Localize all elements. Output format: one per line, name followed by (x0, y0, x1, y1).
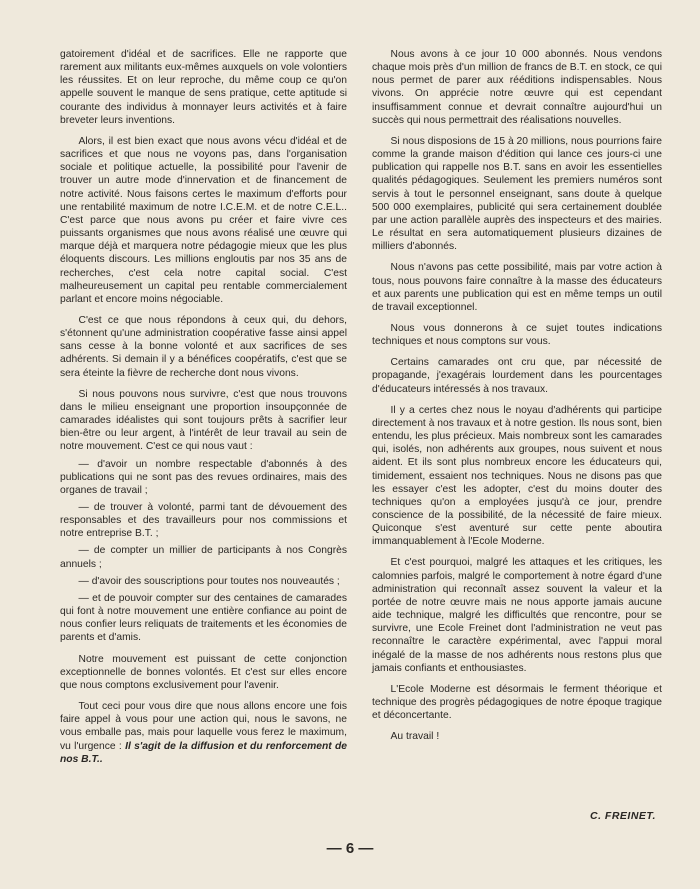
paragraph-text: Tout ceci pour vous dire que nous allons encore une fois faire appel à vous pour une action qui, nous le savons, ne vous emballe pas, mais pour laquelle vous ferez le maximum, vu l'urgence : (60, 701, 347, 752)
closing-line: Au travail ! (390, 731, 440, 743)
paragraph: Certains camarades ont cru que, par nécessité de propagande, j'exagérais lourdement dans les pourcentages d'éducateurs intéressés à nos travaux. (372, 357, 662, 395)
paragraph: L'Ecole Moderne est désormais le ferment théorique et technique des progrès pédagogiques de notre époque tragique et déconcertante. (372, 683, 662, 722)
paragraph: gatoirement d'idéal et de sacrifices. Elle ne rapporte que rarement aux militants eux-mêmes auxquels on vole volontiers les réussites. Et on leur reproche, du même coup ce qu'on appelle souvent le manque de sens pratique, cette aptitude si courante des individus à monnayer leurs activités et à faire breveter leurs inventions. (60, 49, 347, 126)
paragraph: Si nous disposions de 15 à 20 millions, nous pourrions faire comme la grande maison d'édition qui lance ces jours-ci une publication qui rappelle nos B.T. sans en avoir les essentielles qualités pédagogiques. Seulement les premiers numéros sont servis à tout le personnel enseignant, sans doute à quelque 500 000 exemplaires, publicité qui sera certainement doublée par une action parallèle auprès des inspecteurs et des mairies. Le résultat en sera automatiquement plusieurs dizaines de milliers d'abonnés. (372, 135, 662, 253)
paragraph: Nous avons à ce jour 10 000 abonnés. Nous vendons chaque mois près d'un million de francs de B.T. en stock, ce qui nous permet de parer aux rééditions indispensables. Nous vivons. On apprécie notre œuvre qui est cependant insuffisamment connue et devrait connaître aujourd'hui un succès qui nous permettrait des réalisations nouvelles. (372, 49, 662, 126)
signature: C. FREINET. (590, 810, 656, 822)
list-item: — de compter un millier de participants à nos Congrès annuels ; (60, 545, 347, 570)
paragraph: Nous vous donnerons à ce sujet toutes indications techniques et nous comptons sur vous. (372, 322, 662, 348)
page-number: — 6 — (326, 840, 374, 857)
paragraph: C'est ce que nous répondons à ceux qui, du dehors, s'étonnent qu'une administration coopérative fasse ainsi appel sans cesse à la bonne volonté et aux sacrifices de ses adhérents. Si demain il y a bénéfices coopératifs, c'est que se sera éteinte la fièvre de recherche dont nous vivons. (60, 314, 347, 379)
list-item: — de trouver à volonté, parmi tant de dévouement des responsables et des travailleurs pour nos commissions et notre entreprise B.T. ; (60, 502, 347, 540)
paragraph: Il y a certes chez nous le noyau d'adhérents qui participe directement à nos travaux et à notre gestion. Ils nous sont, bien entendu, les plus précieux. Mais nombreux sont les camarades qui, isolés, non adhérents aux groupes, nous suivent et nous aident. Et ils sont plus nombreux encore les éducateurs qui, timidement, essaient nos techniques. Nous ne disons pas que les essayer c'est les adopter, c'est du moins douter des techniques qu'on a employées jusqu'à ce jour, prendre conscience de la possibilité, de la nécessité de faire mieux. Quiconque s'est aventuré sur cette pente aboutira immanquablement à l'Ecole Moderne. (372, 404, 662, 548)
paragraph: Et c'est pourquoi, malgré les attaques et les critiques, les calomnies parfois, malgré le comportement à notre égard d'une administration qui reconnaît assez souvent la valeur et la portée de notre œuvre mais ne nous apporte jamais aucune aide technique, malgré les difficultés que rencontre, pour se survivre, une Ecole Freinet dont l'administration ne veut pas reconnaître le caractère expérimental, avec l'appui moral inégalé de la masse de nos adhérents nous restons plus que jamais confiants et enthousiastes. (372, 557, 662, 674)
paragraph (60, 700, 347, 766)
paragraph: Nous n'avons pas cette possibilité, mais par votre action à tous, nous pouvons faire connaître à la masse des éducateurs et aux parents une publication qui est en même temps un outil de travail exceptionnel. (372, 262, 662, 313)
paragraph: Si nous pouvons nous survivre, c'est que nous trouvons dans le milieu enseignant une proportion insoupçonnée de camarades idéalistes qui sont toujours prêts à sacrifier leur bien-être ou leur argent, à l'intérêt de leur travail au sein de notre mouvement. C'est ce qui nous vaut : (60, 388, 347, 453)
list-item: — et de pouvoir compter sur des centaines de camarades qui font à notre mouvement une entière confiance au point de nous confier leurs reliquats de traitements et les économies de parents et d'amis. (60, 592, 347, 644)
right-column (372, 48, 662, 752)
list-item: — d'avoir un nombre respectable d'abonnés à des publications qui ne sont pas des revues ordinaires, mais des organes de travail ; (60, 458, 347, 496)
left-column (60, 48, 347, 774)
list-item: — d'avoir des souscriptions pour toutes nos nouveautés ; (78, 575, 340, 587)
paragraph: Alors, il est bien exact que nous avons vécu d'idéal et de sacrifices et que nous ne voyons pas, dans l'organisation sociale et politique actuelle, la possibilité pour l'avenir de trouver un autre mode d'innervation et de financement de notre activité. Nous faisons certes le maximum d'efforts pour une rentabilité maximum de notre I.C.E.M. et de notre C.E.L.. C'est parce que nous avons pu créer et faire vivre ces puissants organismes que nous avons réalisé une œuvre qui marque déjà et marquera notre pédagogie mieux que les plus éloquents discours. Les millions engloutis par nos 35 ans de recherches, c'est cela notre capital social. C'est malheureusement un capital peu rentable commercialement parlant et encore moins négociable. (60, 135, 347, 305)
paragraph: Notre mouvement est puissant de cette conjonction exceptionnelle de bonnes volontés. Et c'est sur elles encore que nous comptons exclusivement pour l'avenir. (60, 653, 347, 691)
emphasis-text: Il s'agit de la diffusion et du renforcement de nos B.T.. (60, 740, 348, 765)
